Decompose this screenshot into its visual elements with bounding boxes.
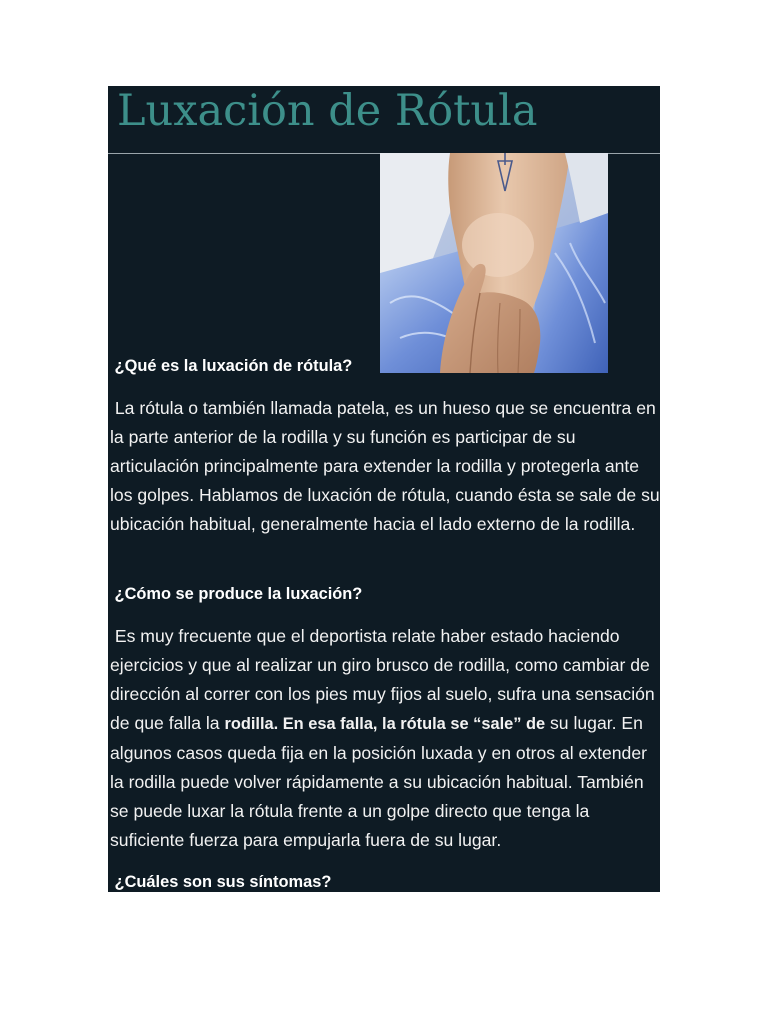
section-heading-how-produced: ¿Cómo se produce la luxación? bbox=[110, 585, 363, 603]
article-panel bbox=[108, 86, 660, 892]
paragraph-text-start: Es muy frecuente que el deportista relate haber estado haciendo ejercicios y que al realizar un giro brusco de rodilla, como cambiar de dirección al correr con los pies muy fijos al suelo, sufra una sensación de que falla la bbox=[110, 626, 655, 733]
paragraph-text-bold: rodilla. En esa falla, la rótula se “sale” de bbox=[224, 715, 546, 733]
section-paragraph-what-is bbox=[110, 394, 660, 539]
section-paragraph-how-produced bbox=[110, 622, 660, 855]
paragraph-text-end: su lugar. En algunos casos queda fija en la posición luxada y en otros al extender la rodilla puede volver rápidamente a su ubicación habitual. También se puede luxar la rótula frente a un golpe directo que tenga la suficiente fuerza para empujarla fuera de su lugar. bbox=[110, 713, 647, 850]
section-heading-what-is: ¿Qué es la luxación de rótula? bbox=[110, 357, 353, 375]
knee-photo bbox=[380, 153, 608, 373]
paragraph-text: La rótula o también llamada patela, es un hueso que se encuentra en la parte anterior de la rodilla y su función es participar de su articulación principalmente para extender la rodilla y protegerla ante los golpes. Hablamos de luxación de rótula, cuando ésta se sale de su ubicación habitual, generalmente hacia el lado externo de la rodilla. bbox=[110, 398, 660, 534]
section-heading-symptoms: ¿Cuáles son sus síntomas? bbox=[110, 873, 332, 891]
article-title: Luxación de Rótula bbox=[117, 86, 538, 136]
